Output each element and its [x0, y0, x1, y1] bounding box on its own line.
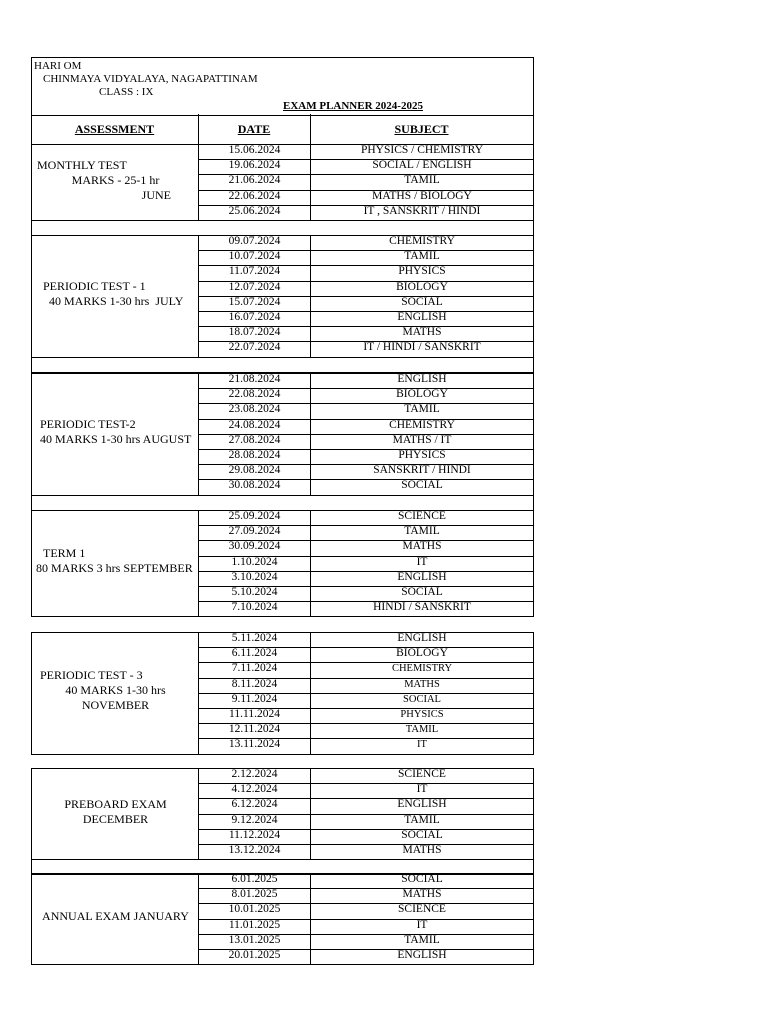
exam-subject-cell: CHEMISTRY — [389, 235, 455, 247]
exam-date-cell: 8.11.2024 — [231, 677, 278, 690]
grid-line — [31, 859, 534, 860]
exam-subject-cell: SOCIAL — [401, 828, 443, 841]
assessment-label-line: 80 MARKS 3 hrs SEPTEMBER — [36, 561, 193, 576]
assessment-label — [34, 158, 197, 203]
assessment-label-line: 40 MARKS 1-30 hrs JULY — [49, 293, 184, 308]
exam-subject-cell: TAMIL — [404, 525, 440, 538]
exam-date-cell: 7.11.2024 — [231, 662, 278, 675]
exam-date-cell: 6.12.2024 — [231, 798, 278, 811]
exam-subject-cell: IT — [417, 739, 427, 751]
exam-date-cell: 11.07.2024 — [228, 265, 281, 278]
exam-subject-cell: SOCIAL — [401, 586, 443, 598]
planner-header — [31, 57, 534, 116]
exam-date-cell: 6.01.2025 — [231, 873, 278, 885]
exam-date-cell: 28.08.2024 — [228, 449, 281, 461]
exam-date-cell: 5.11.2024 — [231, 632, 278, 644]
exam-subject-cell: PHYSICS — [400, 709, 444, 720]
exam-subject-cell: SOCIAL / ENGLISH — [372, 159, 472, 172]
exam-subject-cell: SOCIAL — [401, 295, 443, 308]
grid-line — [533, 220, 534, 235]
exam-date-cell: 27.09.2024 — [228, 525, 281, 538]
exam-date-cell: 19.06.2024 — [228, 159, 281, 172]
exam-date-cell: 20.01.2025 — [228, 949, 281, 961]
exam-subject-cell: CHEMISTRY — [389, 418, 455, 431]
assessment-label-line: PERIODIC TEST-2 — [40, 416, 136, 431]
exam-subject-cell: TAMIL — [404, 250, 440, 263]
exam-date-cell: 21.06.2024 — [228, 174, 281, 187]
exam-date-cell: 4.12.2024 — [231, 783, 278, 796]
exam-date-cell: 13.11.2024 — [228, 738, 281, 751]
exam-date-cell: 9.12.2024 — [231, 813, 278, 826]
exam-subject-cell: IT , SANSKRIT / HINDI — [363, 204, 481, 217]
column-header-assessment: ASSESSMENT — [74, 121, 155, 136]
grid-line — [31, 859, 32, 874]
exam-date-cell: 11.11.2024 — [229, 708, 280, 720]
exam-date-cell: 2.12.2024 — [231, 768, 278, 780]
exam-subject-cell: HINDI / SANSKRIT — [373, 601, 471, 614]
exam-subject-cell: IT — [416, 918, 428, 931]
grid-line — [31, 495, 32, 510]
exam-subject-cell: PHYSICS — [398, 449, 446, 461]
exam-date-cell: 16.07.2024 — [228, 311, 281, 323]
exam-date-cell: 23.08.2024 — [228, 403, 281, 416]
grid-line — [533, 114, 534, 144]
grid-line — [533, 495, 534, 510]
exam-date-cell: 15.06.2024 — [228, 144, 281, 156]
assessment-label — [34, 668, 197, 713]
assessment-label-line: ANNUAL EXAM JANUARY — [42, 909, 189, 924]
exam-date-cell: 8.01.2025 — [231, 888, 278, 901]
exam-subject-cell: BIOLOGY — [396, 280, 448, 293]
grid-line — [31, 754, 534, 755]
exam-date-cell: 21.08.2024 — [228, 373, 281, 385]
exam-date-cell: 22.08.2024 — [228, 388, 281, 401]
grid-line — [31, 220, 534, 221]
grid-line — [31, 373, 32, 495]
grid-line — [31, 495, 534, 496]
assessment-label — [34, 279, 197, 309]
exam-subject-cell: TAMIL — [404, 174, 440, 187]
exam-subject-cell: SOCIAL — [401, 873, 443, 885]
exam-subject-cell: BIOLOGY — [396, 647, 448, 660]
exam-subject-cell: ENGLISH — [397, 632, 447, 644]
exam-date-cell: 22.06.2024 — [228, 189, 281, 202]
exam-subject-cell: SCIENCE — [398, 903, 446, 916]
exam-subject-cell: IT — [416, 783, 428, 796]
exam-date-cell: 11.12.2024 — [228, 828, 281, 841]
assessment-label — [34, 797, 197, 827]
exam-subject-cell: IT / HINDI / SANSKRIT — [363, 341, 481, 354]
assessment-label — [34, 909, 197, 924]
assessment-label-line: PERIODIC TEST - 3 — [40, 668, 143, 683]
exam-subject-cell: MATHS / IT — [392, 433, 452, 446]
exam-subject-cell: ENGLISH — [397, 373, 447, 385]
exam-date-cell: 13.12.2024 — [228, 844, 281, 856]
assessment-label-line: PERIODIC TEST - 1 — [43, 278, 146, 293]
assessment-label-line: DECEMBER — [82, 811, 149, 826]
exam-subject-cell: MATHS — [404, 678, 440, 690]
grid-line — [533, 144, 534, 220]
exam-subject-cell: MATHS — [402, 844, 442, 856]
exam-date-cell: 30.09.2024 — [228, 540, 281, 553]
grid-line — [31, 510, 32, 616]
grid-line — [31, 357, 534, 358]
exam-date-cell: 27.08.2024 — [228, 433, 281, 446]
exam-subject-cell: IT — [416, 555, 428, 568]
planner-title: EXAM PLANNER 2024-2025 — [283, 100, 423, 112]
exam-date-cell: 5.10.2024 — [231, 586, 278, 598]
exam-date-cell: 12.07.2024 — [228, 280, 281, 293]
grid-line — [533, 859, 534, 874]
exam-date-cell: 1.10.2024 — [231, 555, 278, 568]
exam-subject-cell: ENGLISH — [397, 311, 447, 323]
exam-date-cell: 09.07.2024 — [228, 235, 281, 247]
assessment-label-line: PREBOARD EXAM — [64, 796, 167, 811]
exam-date-cell: 6.11.2024 — [231, 647, 278, 660]
exam-subject-cell: PHYSICS — [398, 265, 446, 278]
grid-line — [31, 144, 32, 220]
assessment-label — [34, 417, 197, 447]
exam-date-cell: 10.07.2024 — [228, 250, 281, 263]
exam-subject-cell: MATHS — [402, 540, 442, 553]
assessment-label-line: MONTHLY TEST — [37, 157, 127, 172]
grid-line — [31, 616, 534, 617]
exam-subject-cell: TAMIL — [405, 724, 439, 736]
exam-subject-cell: SCIENCE — [398, 768, 446, 780]
grid-line — [31, 357, 32, 372]
assessment-label-line: JUNE — [141, 187, 171, 202]
exam-date-cell: 22.07.2024 — [228, 341, 281, 354]
exam-subject-cell: CHEMISTRY — [391, 663, 453, 675]
exam-date-cell: 13.01.2025 — [228, 933, 281, 946]
exam-date-cell: 10.01.2025 — [228, 903, 281, 916]
exam-subject-cell: SCIENCE — [398, 510, 446, 522]
exam-subject-cell: MATHS — [402, 326, 442, 339]
exam-date-cell: 24.08.2024 — [228, 418, 281, 431]
exam-subject-cell: MATHS — [402, 888, 442, 901]
column-header-subject: SUBJECT — [394, 121, 449, 136]
exam-subject-cell: ENGLISH — [397, 798, 447, 811]
assessment-label-line: MARKS - 25-1 hr — [71, 172, 160, 187]
grid-line — [31, 768, 32, 859]
exam-date-cell: 25.09.2024 — [228, 510, 281, 522]
grid-line — [31, 632, 32, 754]
exam-subject-cell: SOCIAL — [401, 479, 443, 492]
exam-subject-cell: SOCIAL — [403, 693, 441, 705]
exam-subject-cell: SANSKRIT / HINDI — [373, 464, 471, 477]
exam-subject-cell: ENGLISH — [397, 570, 447, 583]
grid-line — [31, 235, 32, 357]
exam-subject-cell: BIOLOGY — [396, 388, 448, 401]
assessment-label-line: TERM 1 — [43, 546, 86, 561]
exam-subject-cell: TAMIL — [404, 933, 440, 946]
exam-date-cell: 12.11.2024 — [228, 723, 281, 736]
exam-date-cell: 7.10.2024 — [231, 601, 278, 614]
exam-subject-cell: PHYSICS / CHEMISTRY — [360, 144, 484, 156]
exam-date-cell: 9.11.2024 — [231, 692, 278, 705]
grid-line — [31, 964, 534, 965]
assessment-label-line: 40 MARKS 1-30 hrs — [65, 683, 166, 698]
assessment-label-line: NOVEMBER — [81, 698, 150, 713]
exam-date-cell: 3.10.2024 — [231, 570, 278, 583]
grid-line — [31, 873, 32, 964]
exam-date-cell: 30.08.2024 — [228, 479, 281, 492]
grid-line — [533, 357, 534, 372]
column-header-date: DATE — [237, 121, 271, 136]
exam-subject-cell: MATHS / BIOLOGY — [372, 189, 472, 202]
assessment-label-line: 40 MARKS 1-30 hrs AUGUST — [40, 431, 192, 446]
assessment-label — [34, 546, 197, 576]
hari-om-text: HARI OM — [34, 60, 82, 72]
exam-date-cell: 18.07.2024 — [228, 326, 281, 339]
exam-date-cell: 29.08.2024 — [228, 464, 281, 477]
class-label: CLASS : IX — [99, 86, 154, 98]
school-name: CHINMAYA VIDYALAYA, NAGAPATTINAM — [43, 73, 258, 85]
exam-date-cell: 11.01.2025 — [228, 918, 281, 931]
exam-subject-cell: TAMIL — [404, 813, 440, 826]
exam-subject-cell: ENGLISH — [397, 949, 447, 961]
exam-date-cell: 25.06.2024 — [228, 204, 281, 217]
grid-line — [31, 220, 32, 235]
exam-planner-sheet — [31, 57, 534, 967]
exam-date-cell: 15.07.2024 — [228, 295, 281, 308]
exam-subject-cell: TAMIL — [404, 403, 440, 416]
